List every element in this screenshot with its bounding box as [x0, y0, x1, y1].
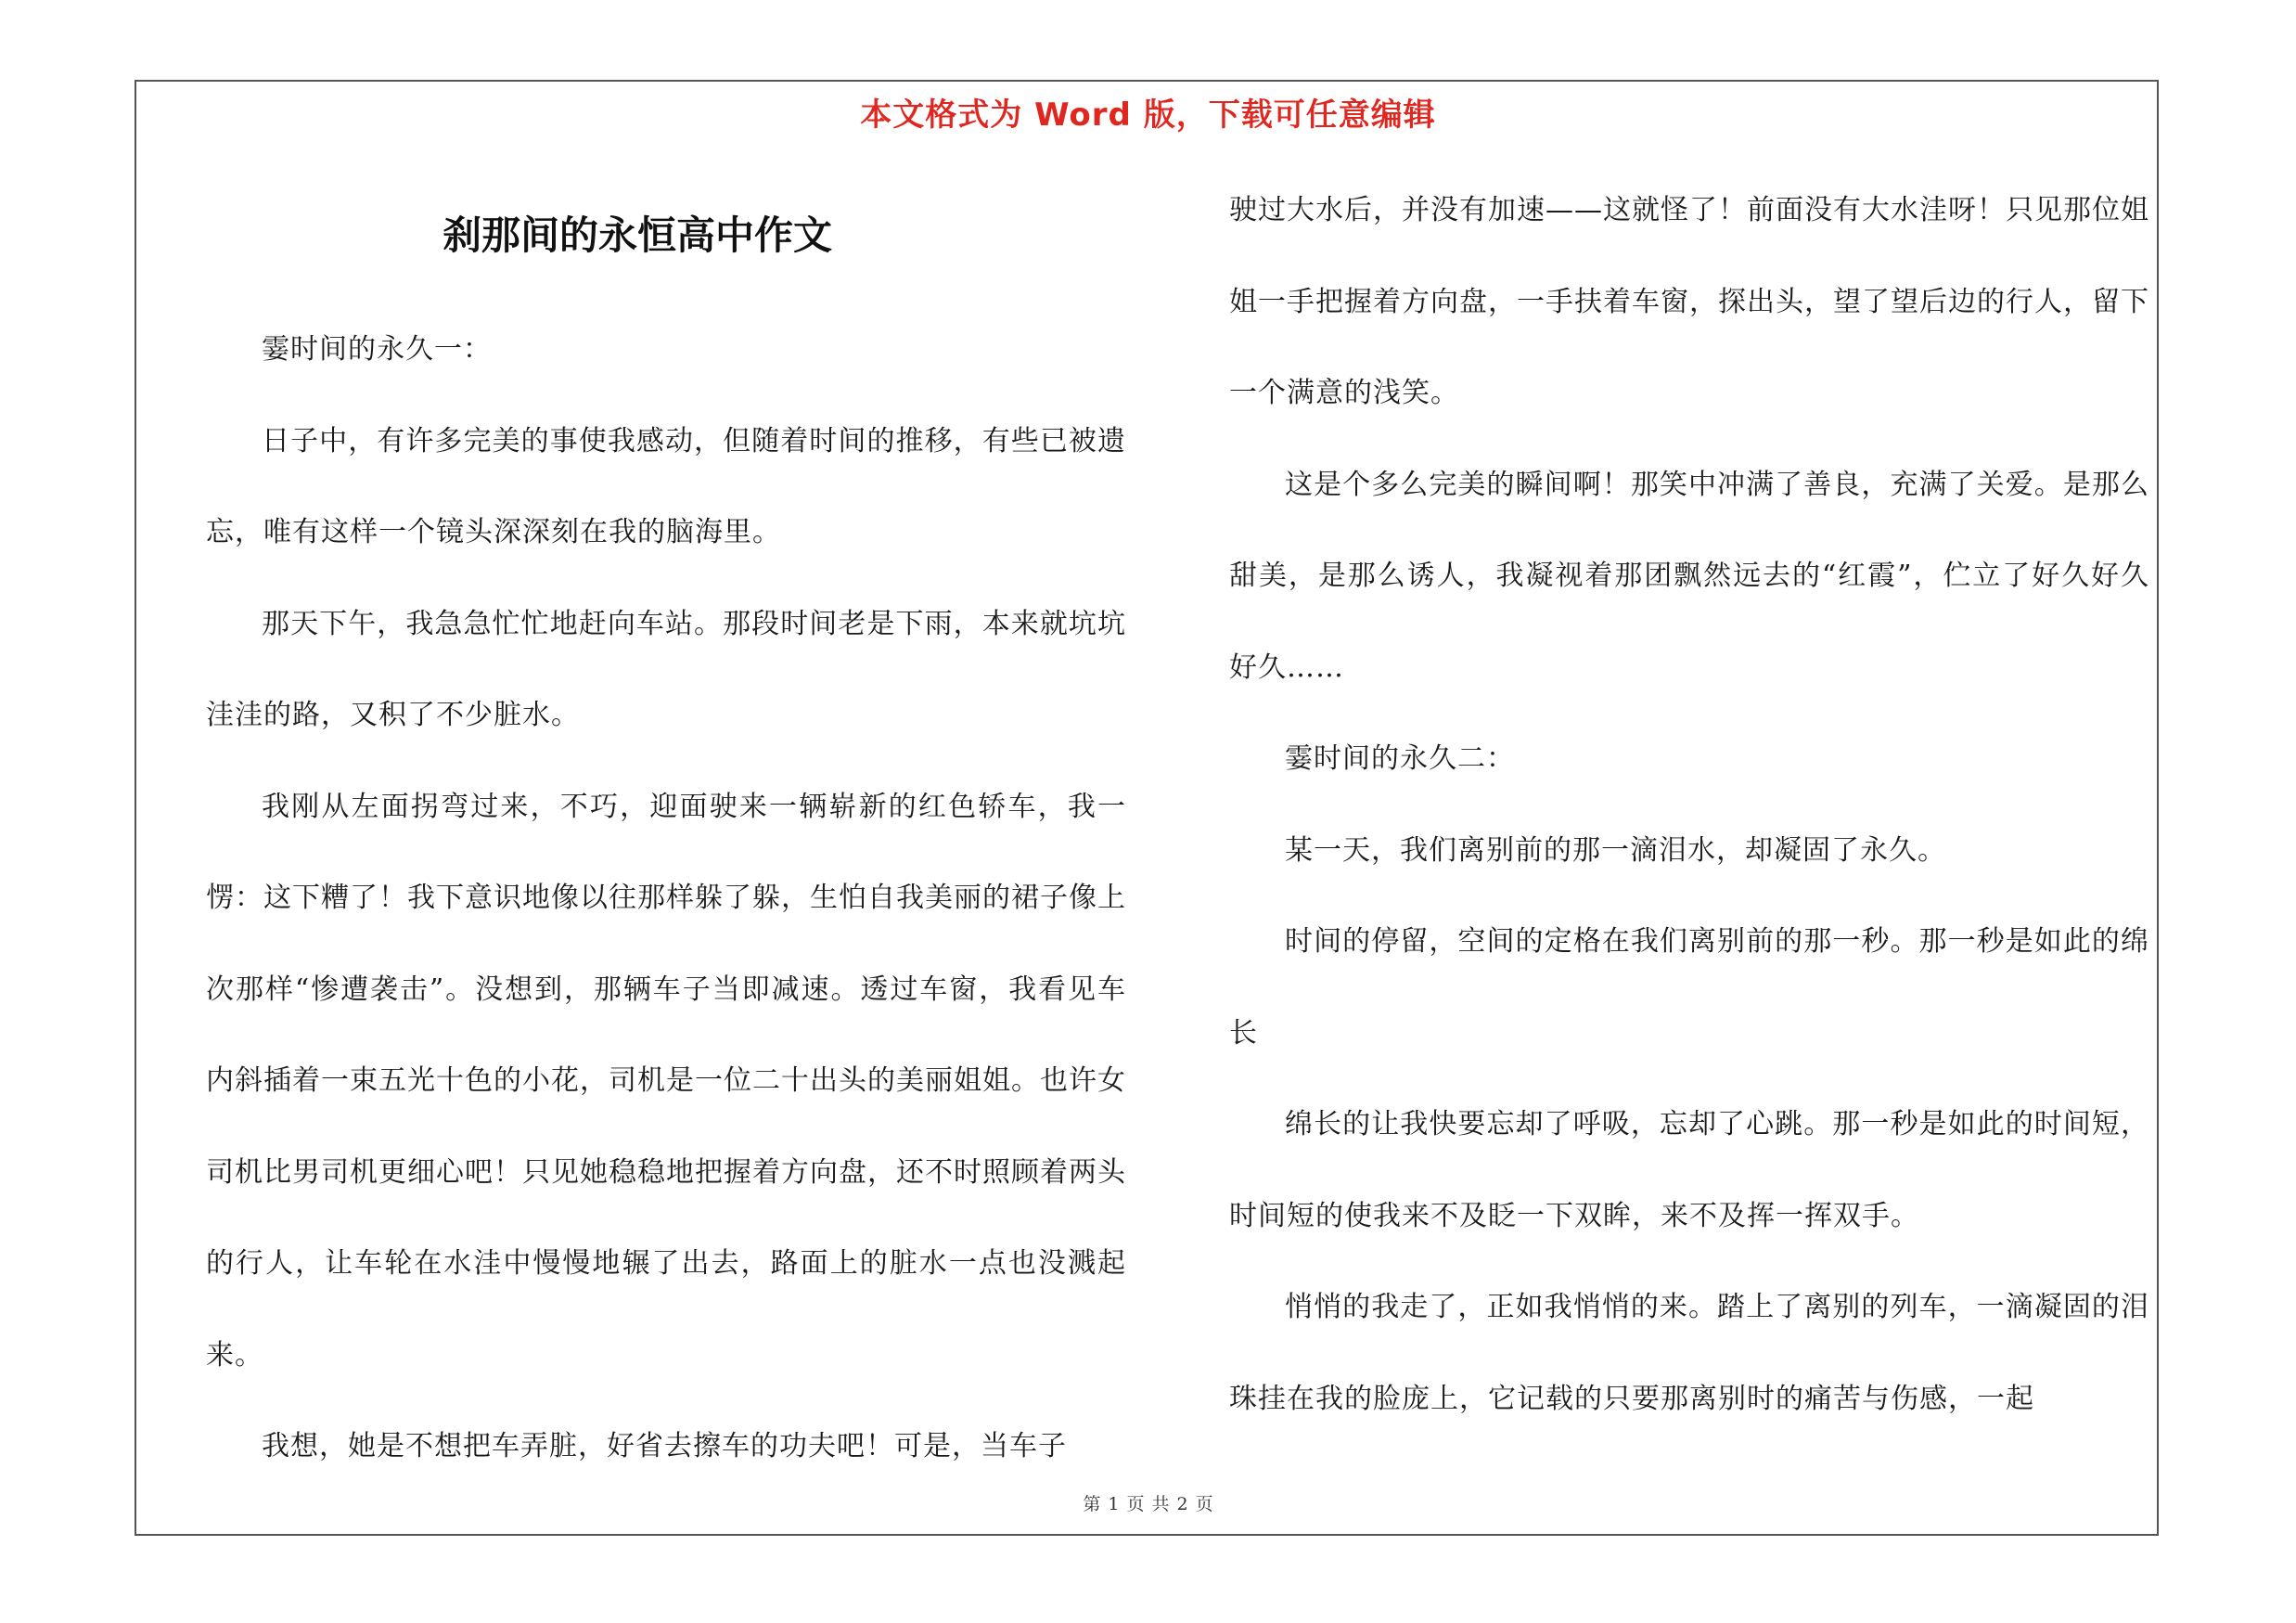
- paragraph: 绵长的让我快要忘却了呼吸，忘却了心跳。那一秒是如此的时间短，时间短的使我来不及眨一下双眸，来不及挥一挥双手。: [1229, 1108, 2149, 1232]
- paragraph: 悄悄的我走了，正如我悄悄的来。踏上了离别的列车，一滴凝固的泪珠挂在我的脸庞上，它记载的只要那离别时的痛苦与伤感，一起: [1229, 1291, 2149, 1415]
- page-footer: [0, 1490, 2296, 1515]
- paragraph: 时间的停留，空间的定格在我们离别前的那一秒。那一秒是如此的绵长: [1229, 925, 2149, 1050]
- page-label-prefix: 第: [1083, 1494, 1101, 1514]
- document-title: 刹那间的永恒高中作文: [442, 213, 832, 258]
- page-label-suffix: 页: [1126, 1494, 1145, 1514]
- page-number: 1: [1108, 1494, 1120, 1514]
- paragraph: 日子中，有许多完美的事使我感动，但随着时间的推移，有些已被遗忘，唯有这样一个镜头深深刻在我的脑海里。: [206, 424, 1126, 548]
- paragraph: 那天下午，我急急忙忙地赶向车站。那段时间老是下雨，本来就坑坑洼洼的路，又积了不少脏水。: [206, 607, 1126, 731]
- paragraph: 我刚从左面拐弯过来，不巧，迎面驶来一辆崭新的红色轿车，我一愣：这下糟了！我下意识地像以往那样躲了躲，生怕自我美丽的裙子像上次那样“惨遭袭击”。没想到，那辆车子当即减速。透过车窗，我看见车内斜插着一束五光十色的小花，司机是一位二十出头的美丽姐姐。也许女司机比男司机更细心吧！只见她稳稳地把握着方向盘，还不时照顾着两头的行人，让车轮在水洼中慢慢地辗了出去，路面上的脏水一点也没溅起来。: [206, 790, 1126, 1372]
- paragraph: 这是个多么完美的瞬间啊！那笑中冲满了善良，充满了关爱。是那么甜美，是那么诱人，我凝视着那团飘然远去的“红霞”，伫立了好久好久好久……: [1229, 468, 2149, 684]
- paragraph: 霎时间的永久二：: [1285, 742, 1515, 775]
- paragraph: 霎时间的永久一：: [262, 333, 492, 366]
- word-format-banner: 本文格式为 Word 版，下载可任意编辑: [860, 97, 1436, 134]
- paragraph: 某一天，我们离别前的那一滴泪水，却凝固了永久。: [1285, 833, 1946, 867]
- paragraph-continued: 驶过大水后，并没有加速——这就怪了！前面没有大水洼呀！只见那位姐姐一手把握着方向盘，一手扶着车窗，探出头，望了望后边的行人，留下一个满意的浅笑。: [1229, 194, 2149, 409]
- total-label-prefix: 共: [1151, 1494, 1170, 1514]
- left-column-text: [206, 304, 1126, 1493]
- paragraph: 我想，她是不想把车弄脏，好省去擦车的功夫吧！可是，当车子: [262, 1430, 1067, 1462]
- right-column-text: [1229, 165, 2149, 1445]
- total-label-suffix: 页: [1195, 1494, 1213, 1514]
- total-pages: 2: [1176, 1494, 1188, 1514]
